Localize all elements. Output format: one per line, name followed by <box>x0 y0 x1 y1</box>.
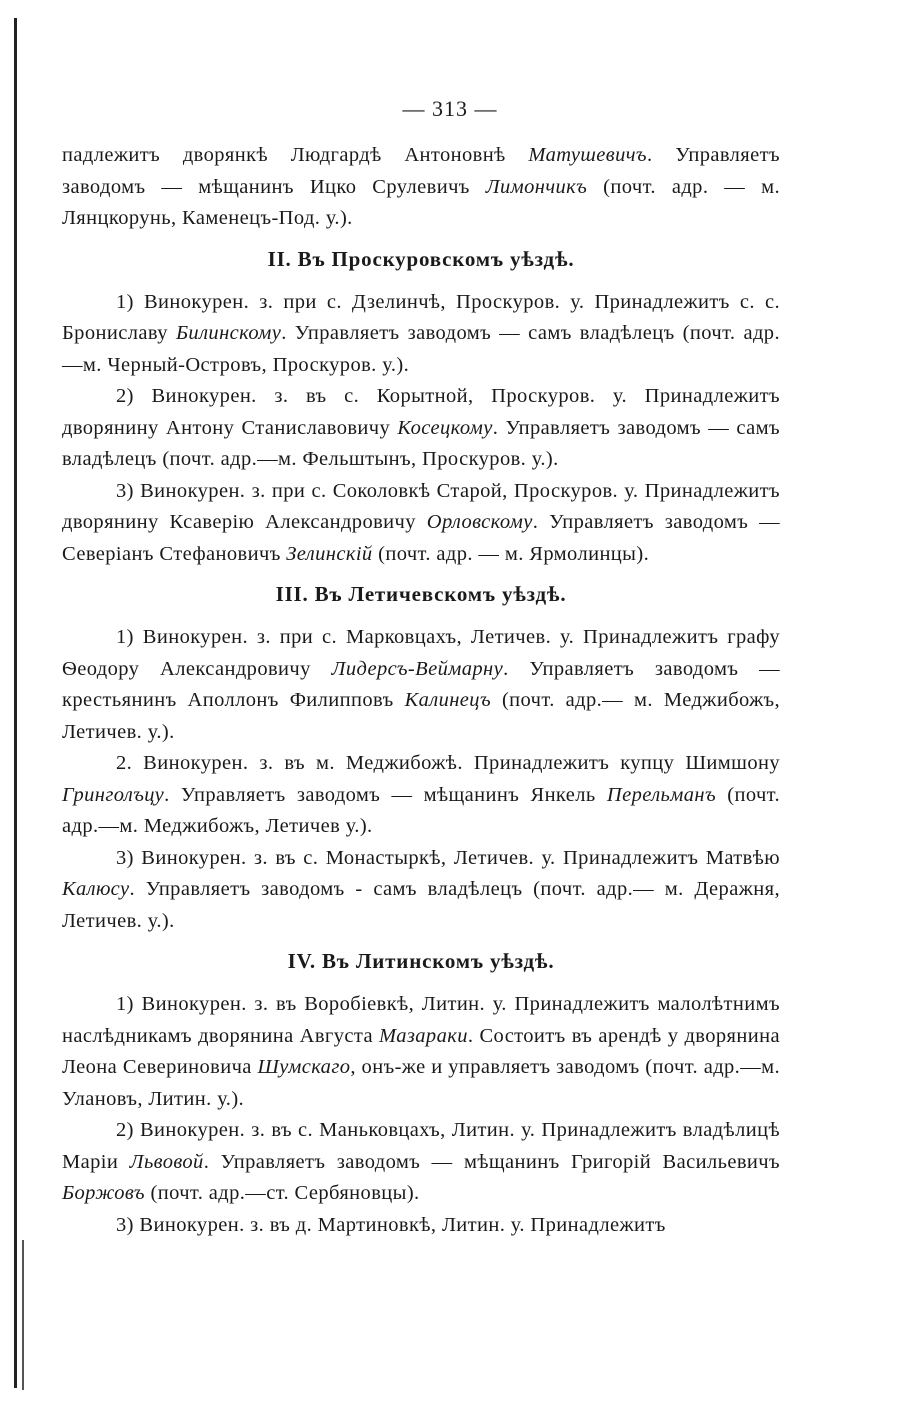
paragraph-proskurov-1 <box>62 287 780 382</box>
paragraph-litin-1 <box>62 989 780 1115</box>
text-run: . Управляетъ заводомъ — Северіанъ Стефановичъ <box>62 511 780 565</box>
text-run: 2. Винокурен. з. въ м. Меджибожѣ. Принадлежитъ купцу Шимшону <box>116 752 780 774</box>
text-run: падлежитъ дворянкѣ Людгардѣ Антоновнѣ <box>62 144 529 166</box>
surname-italic: Боржовъ <box>62 1182 145 1204</box>
surname-italic: Лимончикъ <box>485 175 588 198</box>
text-run: (почт. адр.—ст. Сербяновцы). <box>144 1182 420 1204</box>
paragraph-letichev-3 <box>62 843 780 938</box>
paragraph-letichev-1 <box>62 622 780 748</box>
paragraph-proskurov-2 <box>62 381 780 476</box>
text-run: . Управляетъ заводомъ — мѣщанинъ Ицко Срулевичъ <box>62 144 780 198</box>
surname-italic: Калинецъ <box>404 689 491 711</box>
text-run: . Состоитъ въ арендѣ у дворянина Леона Севериновича <box>62 1024 780 1078</box>
section-heading-proskurov: II. Въ Проскуровскомъ уѣздѣ. <box>267 246 575 271</box>
text-run: 3) Винокурен. з. въ д. Мартиновкѣ, Литин. у. Принадлежитъ <box>116 1213 666 1236</box>
text-run: (почт. адр. — м. Ярмолинцы). <box>372 542 650 565</box>
surname-italic: Лидерсъ-Веймарну <box>331 657 504 680</box>
surname-italic: Косецкому <box>397 416 493 439</box>
paragraph-continuation <box>62 140 780 235</box>
text-run: (почт. адр.— м. Меджибожъ, Летичев. у.). <box>62 689 780 743</box>
surname-italic: Шумскаго <box>257 1056 351 1078</box>
text-run: . Управляетъ заводомъ - самъ владѣлецъ (почт. адр.— м. Деражня, Летичев. у.). <box>62 878 780 932</box>
surname-italic: Перельманъ <box>606 783 717 806</box>
surname-italic: Гринголъцу <box>62 783 165 806</box>
paragraph-letichev-2 <box>62 748 780 843</box>
body-text <box>62 140 780 1241</box>
surname-italic: Зелинскій <box>286 542 373 565</box>
surname-italic: Львовой <box>129 1150 204 1173</box>
page-number: — 313 — <box>402 96 498 121</box>
surname-italic: Калюсу <box>62 878 130 900</box>
text-run: . Управляетъ заводомъ — самъ владѣлецъ (почт. адр.—м. Фельштынъ, Проскуров. у.). <box>62 416 780 470</box>
text-run: 1) Винокурен. з. при с. Марковцахъ, Летичев. у. Принадлежитъ графу Ѳеодору Александровичу <box>62 626 780 680</box>
text-run: . Управляетъ заводомъ — мѣщанинъ Янкель <box>164 783 607 806</box>
text-run: (почт. адр. — м. Лянцкорунь, Каменецъ-Под. у.). <box>62 175 780 229</box>
paragraph-litin-3 <box>62 1210 780 1242</box>
surname-italic: Орловскому <box>426 511 533 533</box>
paragraph-proskurov-3 <box>62 476 780 571</box>
section-heading-litin: IV. Въ Литинскомъ уѣздѣ. <box>287 949 555 973</box>
text-run: , онъ-же и управляетъ заводомъ (почт. адр.—м. Улановъ, Литин. у.). <box>62 1056 780 1110</box>
text-run: . Управляетъ заводомъ — крестьянинъ Аполлонъ Филипповъ <box>62 657 780 711</box>
surname-italic: Матушевичъ <box>528 144 647 166</box>
text-run: 3) Винокурен. з. въ с. Монастыркѣ, Летичев. у. Принадлежитъ Матвѣю <box>116 846 780 869</box>
text-run: 2) Винокурен. з. въ с. Маньковцахъ, Литин. у. Принадлежитъ владѣлицѣ Маріи <box>62 1119 780 1173</box>
text-run: 2) Винокурен. з. въ с. Корытной, Проскуров. у. Принадлежитъ дворянину Антону Станиславовичу <box>62 385 780 439</box>
text-run: 1) Винокурен. з. въ Воробіевкѣ, Литин. у. Принадлежитъ малолѣтнимъ наслѣдникамъ дворянина Августа <box>62 993 780 1047</box>
surname-italic: Мазараки <box>379 1024 468 1047</box>
binding-edge-mark <box>22 1240 24 1390</box>
paragraph-litin-2 <box>62 1115 780 1210</box>
binding-edge-line <box>14 18 17 1388</box>
text-run: 3) Винокурен. з. при с. Соколовкѣ Старой, Проскуров. у. Принадлежитъ дворянину Ксаверію Александровичу <box>62 479 780 533</box>
text-run: . Управляетъ заводомъ — мѣщанинъ Григорій Васильевичъ <box>203 1150 780 1173</box>
surname-italic: Билинскому <box>175 322 282 344</box>
section-heading-letichev: III. Въ Летичевскомъ уѣздѣ. <box>275 582 567 606</box>
text-run: (почт. адр.—м. Меджибожъ, Летичев у.). <box>62 783 780 837</box>
text-run: . Управляетъ заводомъ — самъ владѣлецъ (почт. адр.—м. Черный-Островъ, Проскуров. у.). <box>62 322 780 376</box>
text-run: 1) Винокурен. з. при с. Дзелинчѣ, Проскуров. у. Принадлежитъ с. с. Брониславу <box>62 290 780 344</box>
